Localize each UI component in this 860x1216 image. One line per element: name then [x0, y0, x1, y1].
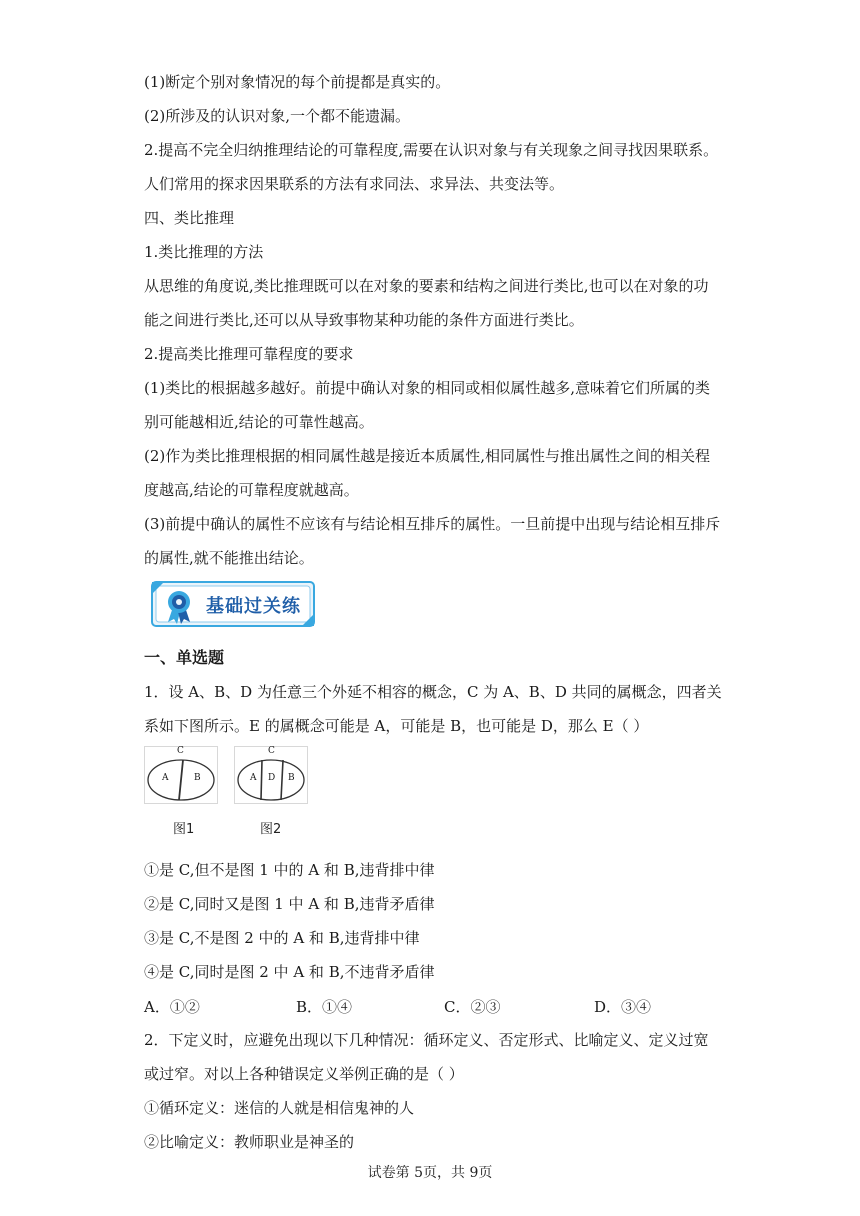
question-2-stem: 或过窄。对以上各种错误定义举例正确的是（ ）	[144, 1065, 464, 1083]
fig1-label-a: A	[162, 773, 169, 783]
text-line: 别可能越相近,结论的可靠性越高。	[144, 413, 374, 431]
text-line: 能之间进行类比,还可以从导致事物某种功能的条件方面进行类比。	[144, 311, 584, 329]
text-line: 2.提高不完全归纳推理结论的可靠程度,需要在认识对象与有关现象之间寻找因果联系。	[144, 141, 719, 159]
option-b[interactable]: B．①④	[296, 998, 353, 1016]
question-1-stem: 系如下图所示。E 的属概念可能是 A，可能是 B，也可能是 D，那么 E（ ）	[144, 717, 649, 735]
section-heading: 一、单选题	[144, 648, 225, 667]
statement-4: ④是 C,同时是图 2 中 A 和 B,不违背矛盾律	[144, 963, 435, 981]
fig1-label-b: B	[194, 773, 201, 783]
figure-2-caption: 图2	[260, 822, 282, 837]
q2-statement-1: ①循环定义：迷信的人就是相信鬼神的人	[144, 1099, 415, 1117]
statement-1: ①是 C,但不是图 1 中的 A 和 B,违背排中律	[144, 861, 435, 879]
question-2-stem: 2．下定义时，应避免出现以下几种情况：循环定义、否定形式、比喻定义、定义过宽	[144, 1031, 709, 1049]
figure-2-diagram	[234, 746, 308, 804]
page-footer: 试卷第 5页，共 9页	[367, 1165, 493, 1181]
question-1-stem: 1．设 A、B、D 为任意三个外延不相容的概念，C 为 A、B、D 共同的属概念，四者关	[144, 683, 722, 701]
figure-1-caption: 图1	[173, 822, 195, 837]
text-line: 度越高,结论的可靠程度就越高。	[144, 481, 359, 499]
fig2-label-c: C	[268, 746, 275, 756]
subsection-title: 1.类比推理的方法	[144, 243, 264, 261]
fig2-label-b: B	[288, 773, 295, 783]
text-line: 从思维的角度说,类比推理既可以在对象的要素和结构之间进行类比,也可以在对象的功	[144, 277, 709, 295]
subsection-title: 2.提高类比推理可靠程度的要求	[144, 345, 354, 363]
statement-2: ②是 C,同时又是图 1 中 A 和 B,违背矛盾律	[144, 895, 435, 913]
fig1-label-c: C	[177, 746, 184, 756]
text-line: (1)类比的根据越多越好。前提中确认对象的相同或相似属性越多,意味着它们所属的类	[144, 379, 711, 397]
text-line: 人们常用的探求因果联系的方法有求同法、求异法、共变法等。	[144, 175, 565, 193]
text-line: (2)所涉及的认识对象,一个都不能遗漏。	[144, 107, 411, 125]
fig2-label-d: D	[268, 773, 276, 783]
option-d[interactable]: D．③④	[594, 998, 652, 1016]
text-line: (3)前提中确认的属性不应该有与结论相互排斥的属性。一旦前提中出现与结论相互排斥	[144, 515, 721, 533]
question-1-options	[144, 996, 724, 1018]
option-a[interactable]: A．①②	[144, 998, 200, 1016]
banner-title: 基础过关练	[206, 596, 301, 617]
figure-1-diagram	[144, 746, 218, 804]
text-line: 的属性,就不能推出结论。	[144, 549, 314, 567]
option-c[interactable]: C．②③	[444, 998, 501, 1016]
text-line: (1)断定个别对象情况的每个前提都是真实的。	[144, 73, 451, 91]
text-line: (2)作为类比推理根据的相同属性越是接近本质属性,相同属性与推出属性之间的相关程	[144, 447, 711, 465]
practice-banner	[150, 578, 318, 630]
q2-statement-2: ②比喻定义：教师职业是神圣的	[144, 1133, 355, 1151]
fig2-label-a: A	[250, 773, 257, 783]
statement-3: ③是 C,不是图 2 中的 A 和 B,违背排中律	[144, 929, 420, 947]
section-title: 四、类比推理	[144, 209, 235, 227]
